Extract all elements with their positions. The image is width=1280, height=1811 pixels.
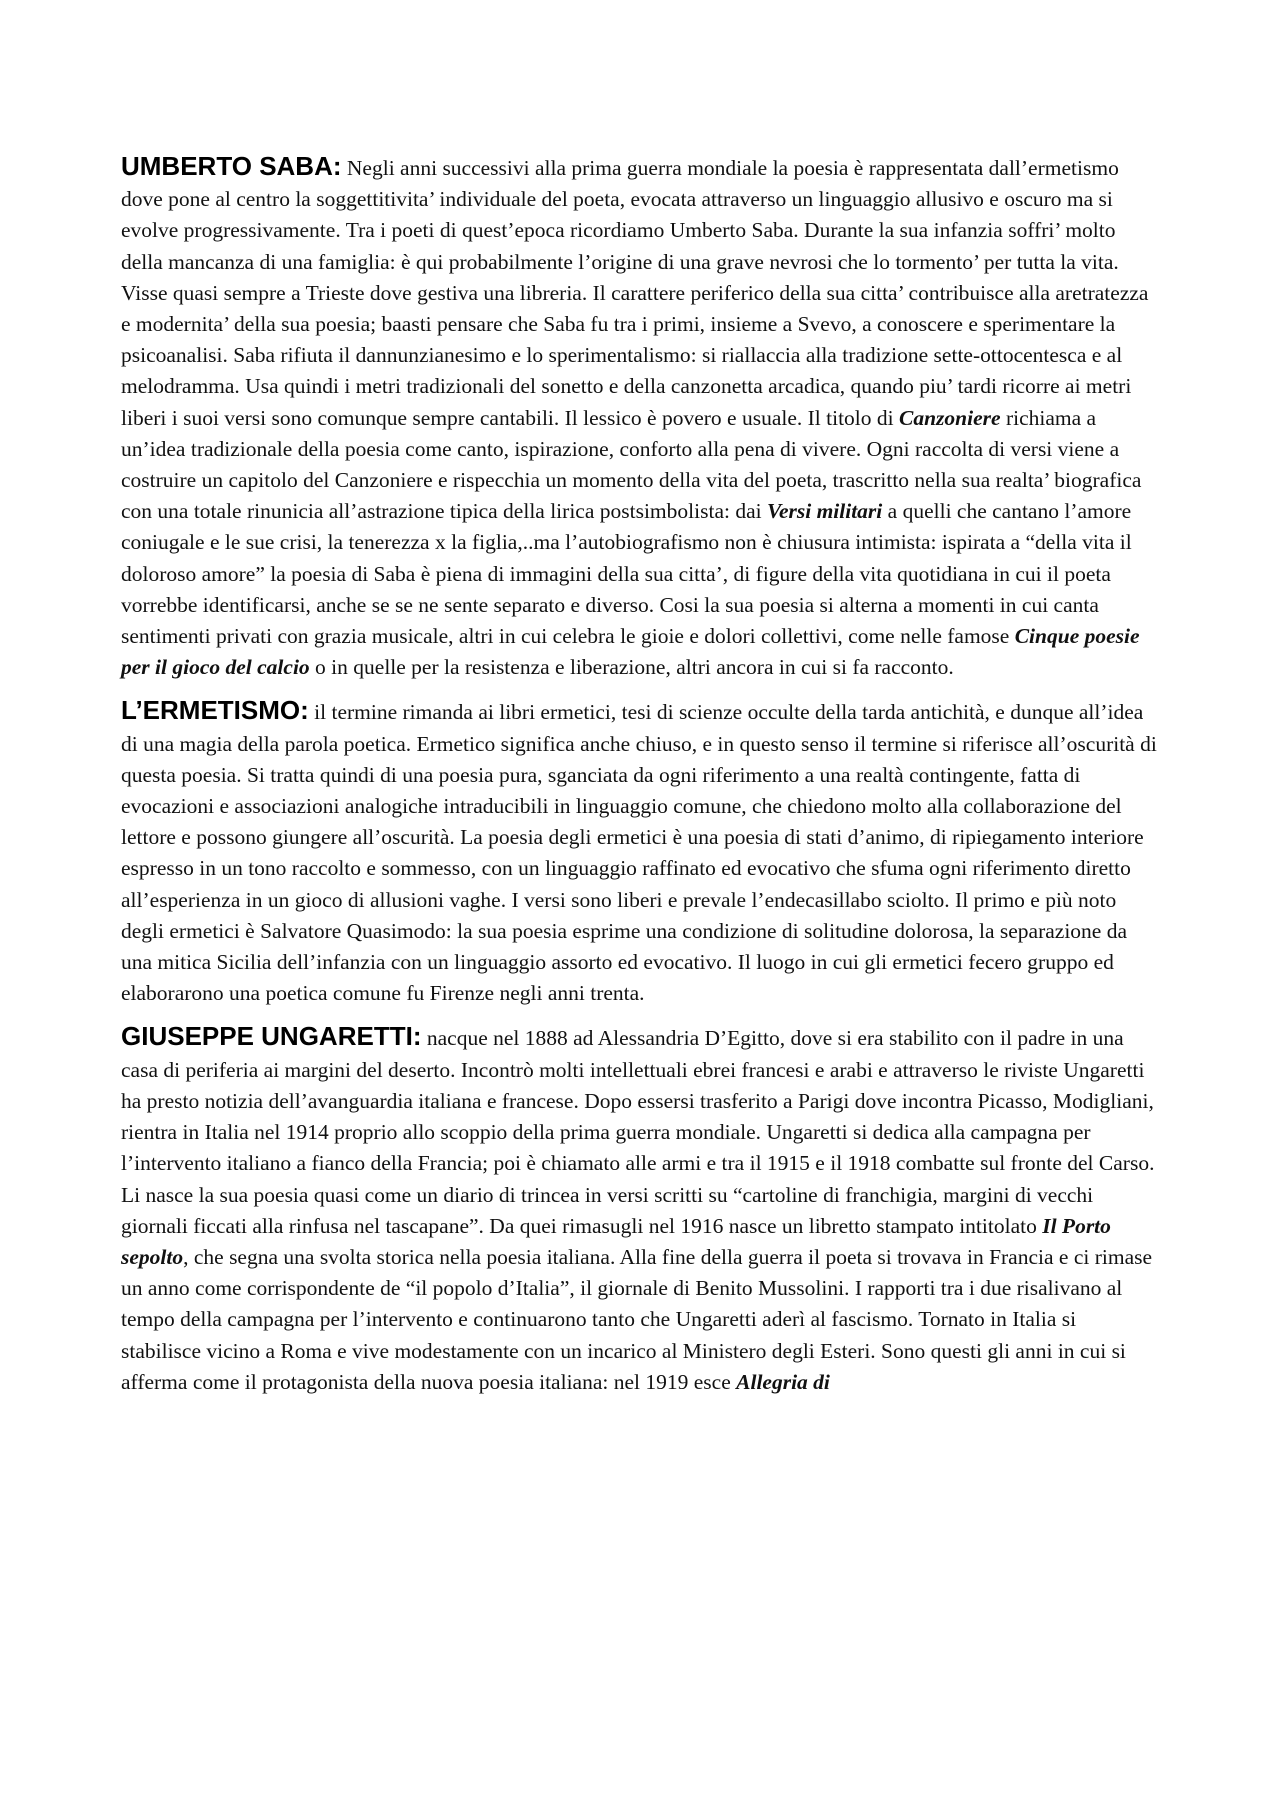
section-ermetismo <box>121 695 1161 1009</box>
paragraph-text: richiama a un’idea tradizionale della poesia come canto, ispirazione, conforto alla pena di vivere. Ogni raccolta di versi viene a costruire un capitolo del Canzoniere e rispecchia un momento della vita del poeta, trascritto nella sua realta’ biografica con una totale rinunicia all’astrazione tipica della lirica postsimbolista: dai <box>121 405 1142 524</box>
paragraph-text: nacque nel 1888 ad Alessandria D’Egitto, dove si era stabilito con il padre in una casa di periferia ai margini del deserto. Incontrò molti intellettuali ebrei francesi e arabi e attraverso le riviste Ungaretti ha presto notizia dell’avanguardia italiana e francese. Dopo essersi trasferito a Parigi dove incontra Picasso, Modigliani, rientra in Italia nel 1914 proprio allo scoppio della prima guerra mondiale. Ungaretti si dedica alla campagna per l’intervento italiano a fianco della Francia; poi è chiamato alle armi e tra il 1915 e il 1918 combatte sul fronte del Carso. Li nasce la sua poesia quasi come un diario di trincea in versi scritti su “cartoline di franchigia, margini di vecchi giornali ficcati alla rinfusa nel tascapane”. Da quei rimasugli nel 1916 nasce un libretto stampato intitolato <box>121 1026 1155 1238</box>
paragraph-text: o in quelle per la resistenza e liberazione, altri ancora in cui si fa racconto. <box>309 655 954 680</box>
paragraph-text: il termine rimanda ai libri ermetici, tesi di scienze occulte della tarda antichità, e dunque all’idea di una magia della parola poetica. Ermetico significa anche chiuso, e in questo senso il termine si riferisce all’oscurità di questa poesia. Si tratta quindi di una poesia pura, sganciata da ogni riferimento a una realtà contingente, fatta di evocazioni e associazioni analogiche intraducibili in linguaggio comune, che chiedono molto alla collaborazione del lettore e possono giungere all’oscurità. La poesia degli ermetici è una poesia di stati d’animo, di ripiegamento interiore espresso in un tono raccolto e sommesso, con un linguaggio raffinato ed evocativo che sfuma ogni riferimento diretto all’esperienza in un gioco di allusioni vaghe. I versi sono liberi e prevale l’endecasillabo sciolto. Il primo e più noto degli ermetici è Salvatore Quasimodo: la sua poesia esprime una condizione di solitudine dolorosa, la separazione da una mitica Sicilia dell’infanzia con un linguaggio assorto ed evocativo. Il luogo in cui gli ermetici fecero gruppo ed elaborarono una poetica comune fu Firenze negli anni trenta. <box>121 700 1157 1006</box>
section-giuseppe-ungaretti <box>121 1021 1161 1397</box>
document-body <box>121 151 1161 1410</box>
work-title: Cinque poesie per il gioco del calcio <box>121 624 1140 680</box>
section-umberto-saba <box>121 151 1161 683</box>
work-title: Canzoniere <box>899 405 1001 430</box>
section-heading: GIUSEPPE UNGARETTI: <box>121 1021 422 1052</box>
work-title: Allegria di <box>736 1369 830 1394</box>
section-heading: UMBERTO SABA: <box>121 151 342 181</box>
work-title: Versi militari <box>766 499 883 524</box>
section-heading: L’ERMETISMO: <box>121 695 309 726</box>
paragraph-text: , che segna una svolta storica nella poesia italiana. Alla fine della guerra il poeta si trovava in Francia e ci rimase un anno come corrispondente de “il popolo d’Italia”, il giornale di Benito Mussolini. I rapporti tra i due risalivano al tempo della campagna per l’intervento e continuarono tanto che Ungaretti aderì al fascismo. Tornato in Italia si stabilisce vicino a Roma e vive modestamente con un incarico al Ministero degli Esteri. Sono questi gli anni in cui si afferma come il protagonista della nuova poesia italiana: nel 1919 esce <box>121 1244 1153 1394</box>
work-title: Il Porto sepolto <box>121 1213 1111 1269</box>
paragraph-text: a quelli che cantano l’amore coniugale e le sue crisi, la tenerezza x la figlia,..ma l’autobiografismo non è chiusura intimista: ispirata a “della vita il doloroso amore” la poesia di Saba è piena di immagini della sua citta’, di figure della vita quotidiana in cui il poeta vorrebbe identificarsi, anche se se ne sente separato e diverso. Cosi la sua poesia si alterna a momenti in cui canta sentimenti privati con grazia musicale, altri in cui celebra le gioie e dolori collettivi, come nelle famose <box>121 499 1132 649</box>
paragraph-text: Negli anni successivi alla prima guerra mondiale la poesia è rappresentata dall’ermetismo dove pone al centro la soggettitivita’ individuale del poeta, evocata attraverso un linguaggio allusivo e oscuro ma si evolve progressivamente. Tra i poeti di quest’epoca ricordiamo Umberto Saba. Durante la sua infanzia soffri’ molto della mancanza di una famiglia: è qui probabilmente l’origine di una grave nevrosi che lo tormento’ per tutta la vita. Visse quasi sempre a Trieste dove gestiva una libreria. Il carattere periferico della sua citta’ contribuisce alla aretratezza e modernita’ della sua poesia; baasti pensare che Saba fu tra i primi, insieme a Svevo, a conoscere e sperimentare la psicoanalisi. Saba rifiuta il dannunzianesimo e lo sperimentalismo: si riallaccia alla tradizione sette-ottocentesca e al melodramma. Usa quindi i metri tradizionali del sonetto e della canzonetta arcadica, quando piu’ tardi ricorre ai metri liberi i suoi versi sono comunque sempre cantabili. Il lessico è povero e usuale. Il titolo di <box>121 156 1149 430</box>
